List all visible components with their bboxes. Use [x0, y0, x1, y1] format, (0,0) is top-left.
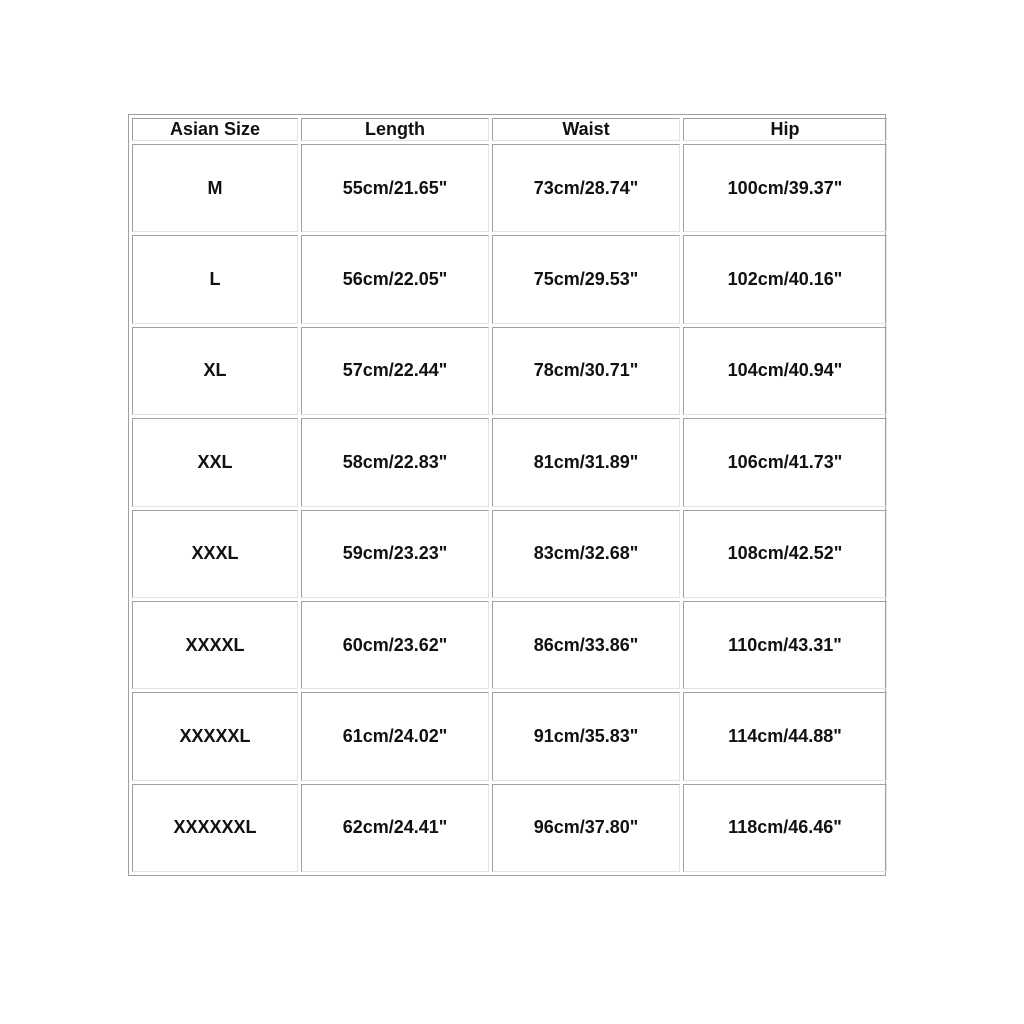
hip-cell: 108cm/42.52"	[683, 510, 887, 598]
table-row	[132, 327, 887, 415]
size-table	[129, 115, 890, 875]
header-waist: Waist	[492, 118, 680, 141]
length-cell: 57cm/22.44"	[301, 327, 489, 415]
size-cell: XXXXL	[132, 601, 298, 689]
table-row	[132, 784, 887, 872]
waist-cell: 91cm/35.83"	[492, 692, 680, 780]
length-cell: 55cm/21.65"	[301, 144, 489, 232]
size-cell: XXXXXL	[132, 692, 298, 780]
waist-cell: 83cm/32.68"	[492, 510, 680, 598]
table-row	[132, 692, 887, 780]
waist-cell: 86cm/33.86"	[492, 601, 680, 689]
header-hip: Hip	[683, 118, 887, 141]
length-cell: 61cm/24.02"	[301, 692, 489, 780]
hip-cell: 102cm/40.16"	[683, 235, 887, 323]
length-cell: 60cm/23.62"	[301, 601, 489, 689]
table-row	[132, 235, 887, 323]
table-row	[132, 418, 887, 506]
hip-cell: 100cm/39.37"	[683, 144, 887, 232]
length-cell: 58cm/22.83"	[301, 418, 489, 506]
length-cell: 62cm/24.41"	[301, 784, 489, 872]
size-cell: XXXL	[132, 510, 298, 598]
hip-cell: 106cm/41.73"	[683, 418, 887, 506]
hip-cell: 110cm/43.31"	[683, 601, 887, 689]
size-cell: XXL	[132, 418, 298, 506]
table-header-row	[132, 118, 887, 141]
size-cell: XL	[132, 327, 298, 415]
size-cell: L	[132, 235, 298, 323]
waist-cell: 96cm/37.80"	[492, 784, 680, 872]
length-cell: 59cm/23.23"	[301, 510, 489, 598]
hip-cell: 118cm/46.46"	[683, 784, 887, 872]
waist-cell: 73cm/28.74"	[492, 144, 680, 232]
waist-cell: 81cm/31.89"	[492, 418, 680, 506]
header-asian-size: Asian Size	[132, 118, 298, 141]
table-row	[132, 144, 887, 232]
length-cell: 56cm/22.05"	[301, 235, 489, 323]
hip-cell: 114cm/44.88"	[683, 692, 887, 780]
table-row	[132, 601, 887, 689]
size-chart-table	[128, 114, 886, 876]
waist-cell: 78cm/30.71"	[492, 327, 680, 415]
size-cell: XXXXXXL	[132, 784, 298, 872]
header-length: Length	[301, 118, 489, 141]
table-row	[132, 510, 887, 598]
waist-cell: 75cm/29.53"	[492, 235, 680, 323]
size-cell: M	[132, 144, 298, 232]
hip-cell: 104cm/40.94"	[683, 327, 887, 415]
